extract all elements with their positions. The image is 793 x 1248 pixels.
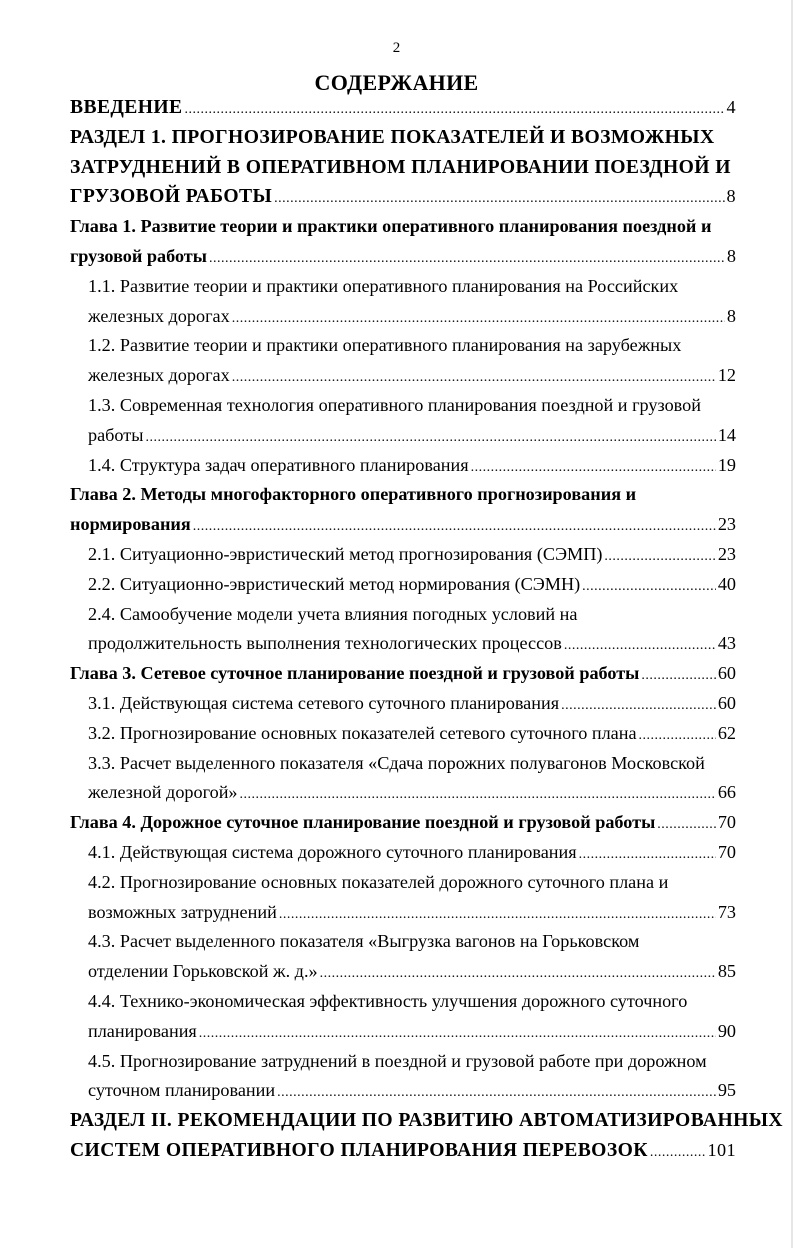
dot-leader: [564, 631, 716, 661]
toc-page-number: 8: [726, 305, 736, 326]
toc-page-number: 60: [717, 692, 736, 713]
toc-entry-sub: [70, 302, 736, 332]
toc-entry-text: 4.3. Расчет выделенного показателя «Выгрузка вагонов на Горьковском: [88, 931, 640, 952]
toc-entry-sub: [70, 987, 736, 1017]
toc-entry-text: 4.2. Прогнозирование основных показателей дорожного суточного плана и: [88, 871, 669, 892]
toc-entry-text: возможных затруднений: [88, 901, 277, 922]
toc-entry-sub: [70, 749, 736, 779]
table-of-contents: [70, 93, 783, 1166]
dot-leader: [209, 244, 725, 274]
toc-entry-text: 2.2. Ситуационно-эвристический метод нормирования (СЭМН): [88, 573, 581, 594]
toc-page-number: 73: [717, 901, 736, 922]
toc-entry-section: [70, 182, 736, 212]
toc-page-number: 14: [717, 424, 736, 445]
toc-entry-text: Глава 1. Развитие теории и практики оперативного планирования поездной и: [70, 216, 712, 237]
toc-entry-sub: [70, 540, 736, 570]
toc-entry-text: железных дорогах: [88, 305, 230, 326]
toc-entry-text: 4.5. Прогнозирование затруднений в поездной и грузовой работе при дорожном: [88, 1050, 707, 1071]
toc-page-number: 62: [717, 722, 736, 743]
dot-leader: [185, 95, 725, 125]
dot-leader: [240, 780, 716, 810]
toc-entry-sub: [70, 361, 736, 391]
toc-page-number: 23: [717, 514, 736, 535]
toc-entry-text: 2.4. Самообучение модели учета влияния погодных условий на: [88, 603, 578, 624]
toc-page-number: 60: [717, 663, 736, 684]
toc-entry-chapter: [70, 480, 736, 510]
toc-page-number: 43: [717, 633, 736, 654]
toc-entry-sub: [70, 331, 736, 361]
toc-entry-text: Глава 3. Сетевое суточное планирование поездной и грузовой работы: [70, 663, 640, 684]
dot-leader: [641, 661, 715, 691]
toc-page-number: 101: [707, 1139, 736, 1160]
dot-leader: [582, 572, 716, 602]
toc-entry-text: продолжительность выполнения технологических процессов: [88, 633, 562, 654]
toc-entry-text: железной дорогой»: [88, 782, 238, 803]
toc-entry-text: ВВЕДЕНИЕ: [70, 97, 183, 118]
toc-entry-sub: [70, 600, 736, 630]
toc-page-number: 19: [717, 454, 736, 475]
toc-page-number: 8: [726, 245, 736, 266]
toc-entry-sub: [70, 689, 736, 719]
toc-entry-sub: [70, 1047, 736, 1077]
dot-leader: [277, 1078, 716, 1108]
toc-entry-text: РАЗДЕЛ 1. ПРОГНОЗИРОВАНИЕ ПОКАЗАТЕЛЕЙ И ВОЗМОЖНЫХ: [70, 126, 715, 148]
dot-leader: [650, 1138, 706, 1168]
toc-entry-text: 1.1. Развитие теории и практики оперативного планирования на Российских: [88, 275, 679, 296]
dot-leader: [471, 453, 716, 483]
toc-entry-sub: [70, 629, 736, 659]
toc-page-number: 95: [717, 1080, 736, 1101]
toc-entry-sub: [70, 272, 736, 302]
toc-entry-sub: [70, 451, 736, 481]
toc-entry-chapter: [70, 212, 736, 242]
toc-entry-text: 3.3. Расчет выделенного показателя «Сдача порожних полувагонов Московской: [88, 752, 705, 773]
toc-page-number: 4: [726, 97, 736, 117]
toc-entry-section: [70, 93, 736, 123]
toc-page-number: 85: [717, 961, 736, 982]
toc-entry-text: 4.1. Действующая система дорожного суточного планирования: [88, 841, 577, 862]
toc-entry-text: планирования: [88, 1020, 197, 1041]
toc-entry-section: [70, 1136, 736, 1166]
toc-entry-text: РАЗДЕЛ II. РЕКОМЕНДАЦИИ ПО РАЗВИТИЮ АВТОМАТИЗИРОВАННЫХ: [70, 1110, 783, 1132]
toc-entry-sub: [70, 957, 736, 987]
toc-entry-text: ЗАТРУДНЕНИЙ В ОПЕРАТИВНОМ ПЛАНИРОВАНИИ ПОЕЗДНОЙ И: [70, 156, 731, 178]
toc-entry-text: СИСТЕМ ОПЕРАТИВНОГО ПЛАНИРОВАНИЯ ПЕРЕВОЗОК: [70, 1139, 648, 1161]
toc-page-number: 90: [717, 1020, 736, 1041]
toc-entry-chapter: [70, 242, 736, 272]
toc-page-number: 40: [717, 573, 736, 594]
toc-entry-sub: [70, 719, 736, 749]
toc-entry-sub: [70, 1076, 736, 1106]
toc-page-number: 12: [717, 365, 736, 386]
dot-leader: [657, 810, 716, 840]
toc-entry-section: [70, 123, 736, 153]
toc-entry-sub: [70, 1017, 736, 1047]
page-number: 2: [392, 40, 401, 56]
toc-page-number: 70: [717, 841, 736, 862]
toc-entry-chapter: [70, 659, 736, 689]
toc-entry-section: [70, 153, 736, 183]
toc-entry-chapter: [70, 510, 736, 540]
toc-entry-sub: [70, 927, 736, 957]
toc-page-number: 23: [717, 543, 736, 564]
dot-leader: [579, 840, 716, 870]
dot-leader: [639, 721, 716, 751]
toc-entry-section: [70, 1106, 783, 1136]
toc-entry-chapter: [70, 808, 736, 838]
toc-entry-text: железных дорогах: [88, 365, 230, 386]
toc-page-number: 66: [717, 782, 736, 803]
toc-page-number: 70: [717, 812, 736, 833]
toc-entry-text: Глава 2. Методы многофакторного оперативного прогнозирования и: [70, 484, 637, 505]
toc-entry-sub: [70, 391, 736, 421]
toc-entry-text: 1.3. Современная технология оперативного планирования поездной и грузовой: [88, 394, 701, 415]
dot-leader: [604, 542, 715, 572]
toc-entry-text: 4.4. Технико-экономическая эффективность улучшения дорожного суточного: [88, 990, 688, 1011]
toc-entry-sub: [70, 898, 736, 928]
toc-title: СОДЕРЖАНИЕ: [314, 70, 479, 95]
toc-entry-text: 2.1. Ситуационно-эвристический метод прогнозирования (СЭМП): [88, 543, 603, 564]
dot-leader: [320, 959, 716, 989]
toc-page-number: 8: [726, 186, 736, 207]
toc-entry-text: Глава 4. Дорожное суточное планирование поездной и грузовой работы: [70, 812, 656, 833]
toc-entry-sub: [70, 570, 736, 600]
dot-leader: [232, 363, 716, 393]
toc-entry-text: работы: [88, 424, 144, 445]
dot-leader: [199, 1019, 716, 1049]
toc-entry-sub: [70, 778, 736, 808]
dot-leader: [232, 304, 725, 334]
toc-entry-text: суточном планировании: [88, 1080, 276, 1101]
dot-leader: [561, 691, 716, 721]
toc-entry-text: отделении Горьковской ж. д.»: [88, 961, 318, 982]
toc-entry-text: 3.1. Действующая система сетевого суточного планирования: [88, 692, 560, 713]
toc-entry-text: 1.4. Структура задач оперативного планирования: [88, 454, 469, 475]
toc-entry-text: 3.2. Прогнозирование основных показателей сетевого суточного плана: [88, 722, 637, 743]
dot-leader: [274, 184, 724, 214]
toc-entry-sub: [70, 421, 736, 451]
dot-leader: [279, 900, 716, 930]
toc-entry-text: нормирования: [70, 514, 191, 535]
toc-entry-text: ГРУЗОВОЙ РАБОТЫ: [70, 186, 273, 208]
toc-entry-sub: [70, 838, 736, 868]
toc-entry-text: грузовой работы: [70, 245, 207, 266]
toc-entry-text: 1.2. Развитие теории и практики оперативного планирования на зарубежных: [88, 335, 682, 356]
toc-entry-sub: [70, 868, 736, 898]
dot-leader: [145, 423, 715, 453]
dot-leader: [193, 512, 716, 542]
